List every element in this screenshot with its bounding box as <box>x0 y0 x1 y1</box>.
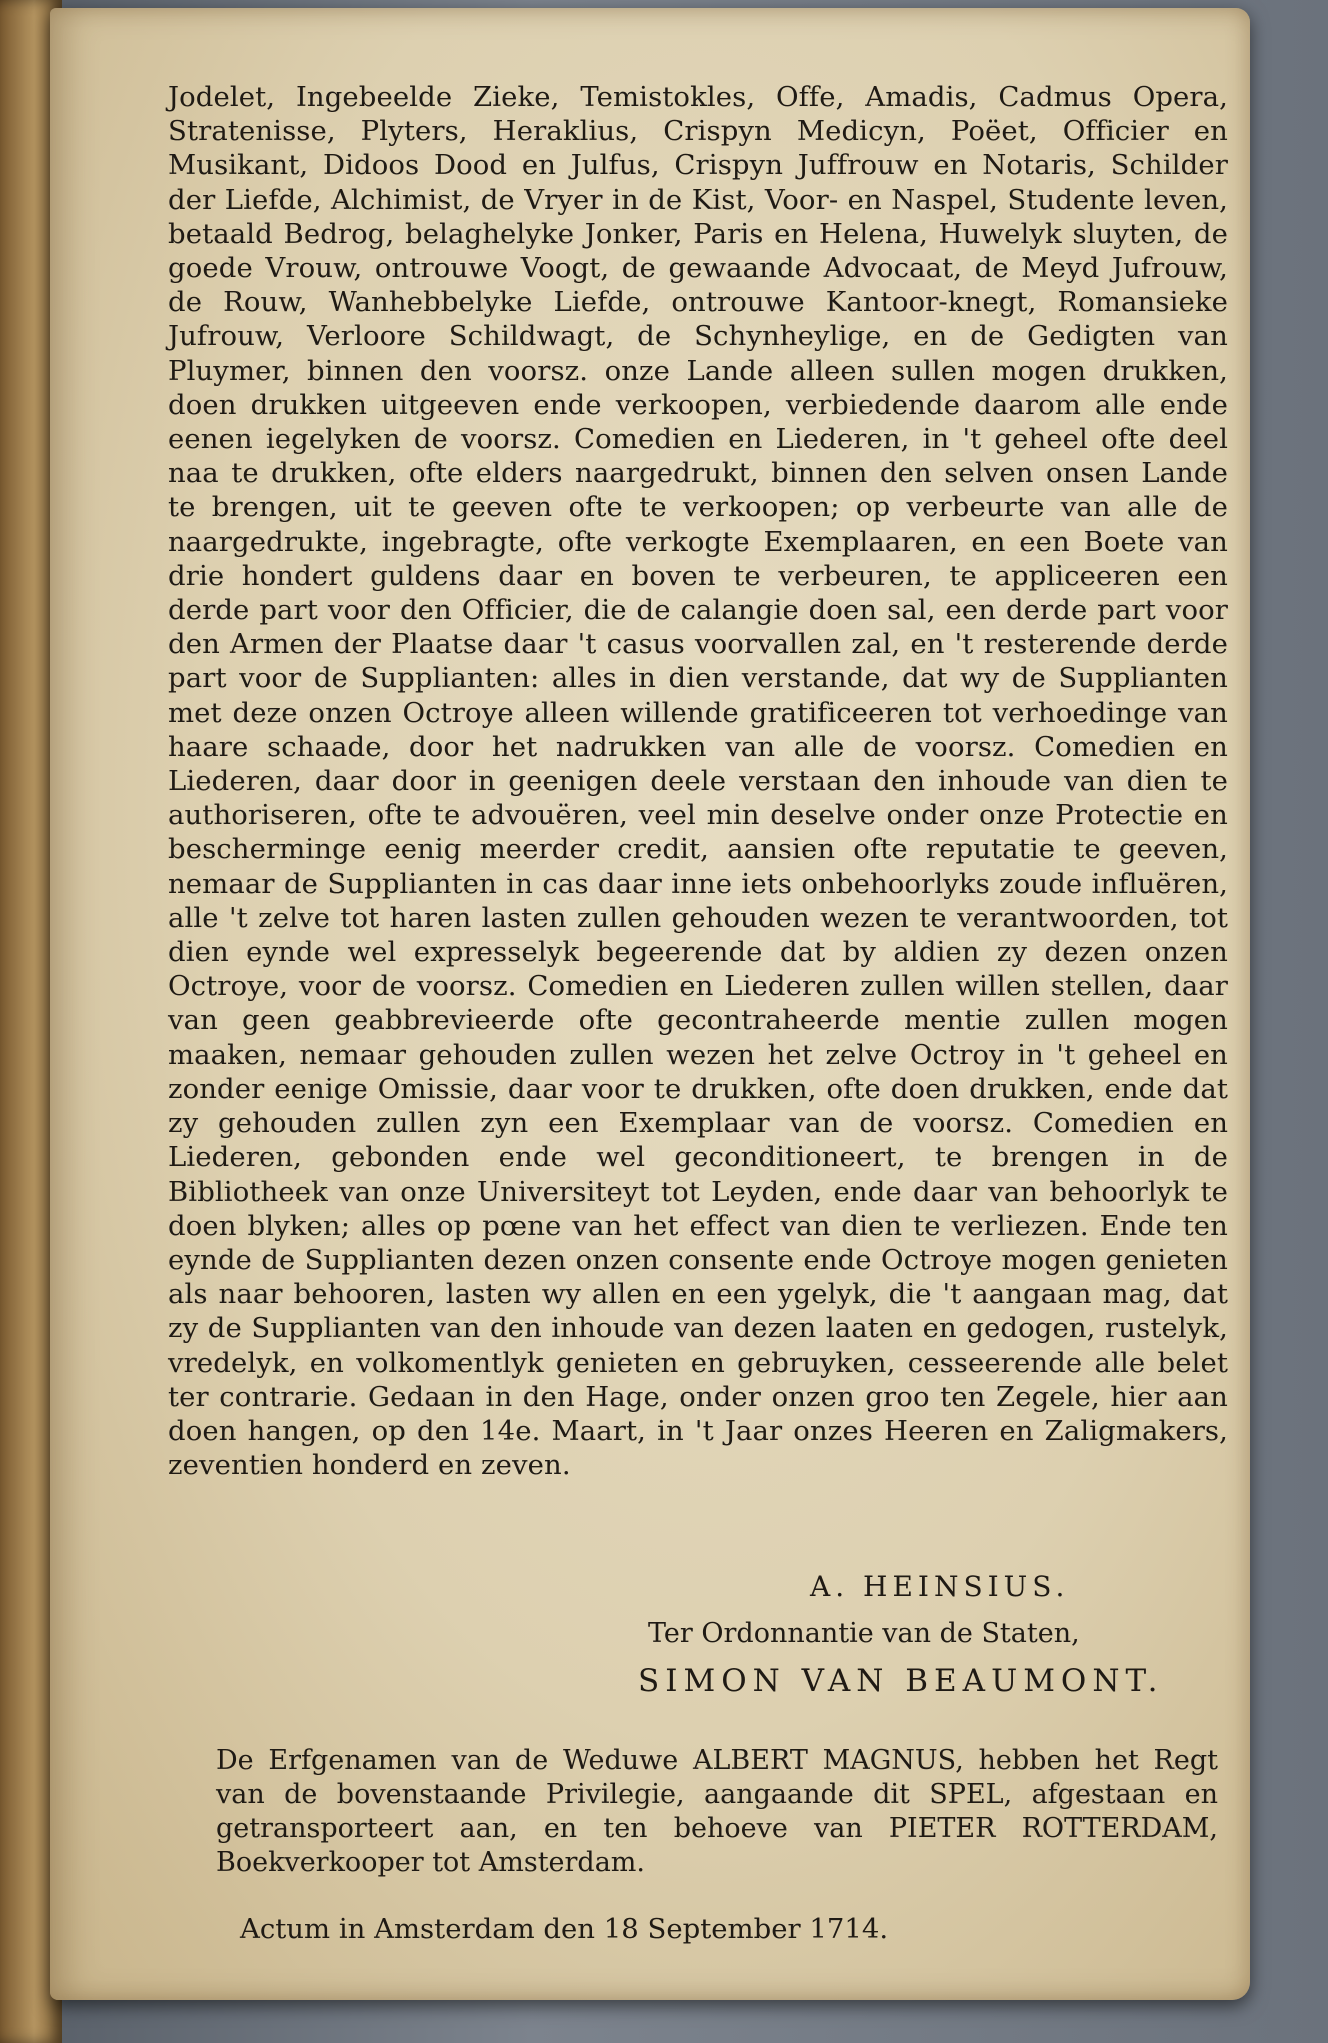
signature-heinsius: A. HEINSIUS. <box>810 1570 1070 1603</box>
book-page <box>50 8 1250 2000</box>
privilege-body-text: Jodelet, Ingebeelde Zieke, Temistokles, Offe, Amadis, Cadmus Opera, Stratenisse, Plyters, Heraklius, Crispyn Medicyn, Poëet, Officier en Musikant, Didoos Dood en Julfus, Crispyn Juffrouw en Notaris, Schilder der Liefde, Alchimist, de Vryer in de Kist, Voor- en Naspel, Studente leven, betaald Bedrog, belaghelyke Jonker, Paris en Helena, Huwelyk sluyten, de goede Vrouw, ontrouwe Voogt, de gewaande Advocaat, de Meyd Jufrouw, de Rouw, Wanhebbelyke Liefde, ontrouwe Kantoor-knegt, Romansieke Jufrouw, Verloore Schildwagt, de Schynheylige, en de Gedigten van Pluymer, binnen den voorsz. onze Lande alleen sullen mogen drukken, doen drukken uitgeeven ende verkoopen, verbiedende daarom alle ende eenen iegelyken de voorsz. Comedien en Liederen, in 't geheel ofte deel naa te drukken, ofte elders naargedrukt, binnen den selven onsen Lande te brengen, uit te geeven ofte te verkoopen; op verbeurte van alle de naargedrukte, ingebragte, ofte verkogte Exemplaaren, en een Boete van drie hondert guldens daar en boven te verbeuren, te appliceeren een derde part voor den Officier, die de calangie doen sal, een derde part voor den Armen der Plaatse daar 't casus voorvallen zal, en 't resterende derde part voor de Supplianten: alles in dien verstande, dat wy de Supplianten met deze onzen Octroye alleen willende gratificeeren tot verhoedinge van haare schaade, door het nadrukken van alle de voorsz. Comedien en Liederen, daar door in geenigen deele verstaan den inhoude van dien te authoriseren, ofte te advouëren, veel min deselve onder onze Protectie en bescherminge eenig meerder credit, aansien ofte reputatie te geeven, nemaar de Supplianten in cas daar inne iets onbehoorlyks zoude influëren, alle 't zelve tot haren lasten zullen gehouden wezen te verantwoorden, tot dien eynde wel expresselyk begeerende dat by aldien zy dezen onzen Octroye, voor de voorsz. Comedien en Liederen zullen willen stellen, daar van geen geabbrevieerde ofte gecontraheerde mentie zullen mogen maaken, nemaar gehouden zullen wezen het zelve Octroy in 't geheel en zonder eenige Omissie, daar voor te drukken, ofte doen drukken, ende dat zy gehouden zullen zyn een Exemplaar van de voorsz. Comedien en Liederen, gebonden ende wel geconditioneert, te brengen in de Bibliotheek van onze Universiteyt tot Leyden, ende daar van behoorlyk te doen blyken; alles op pœne van het effect van dien te verliezen. Ende ten eynde de Supplianten dezen onzen consente ende Octroye mogen genieten als naar behooren, lasten wy allen en een ygelyk, die 't aangaan mag, dat zy de Supplianten van den inhoude van dezen laaten en gedogen, rustelyk, vredelyk, en volkomentlyk genieten en gebruyken, cesseerende alle belet ter contrarie. Gedaan in den Hage, onder onzen groo ten Zegele, hier aan doen hangen, op den 14e. Maart, in 't Jaar onzes Heeren en Zaligmakers, zeventien honderd en zeven. <box>168 81 1228 1482</box>
signature-simon-van-beaumont: SIMON VAN BEAUMONT. <box>638 1663 1164 1699</box>
ter-ordonnantie-line: Ter Ordonnantie van de Staten, <box>648 1618 1080 1649</box>
actum-line: Actum in Amsterdam den 18 September 1714. <box>240 1913 889 1945</box>
transfer-note-text: De Erfgenamen van de Weduwe ALBERT MAGNUS, hebben het Regt van de bovenstaande Privilegie, aangaande dit SPEL, afgestaan en getransporteert aan, en ten behoeve van PIETER ROTTERDAM, Boekverkooper tot Amsterdam. <box>216 1745 1218 1878</box>
